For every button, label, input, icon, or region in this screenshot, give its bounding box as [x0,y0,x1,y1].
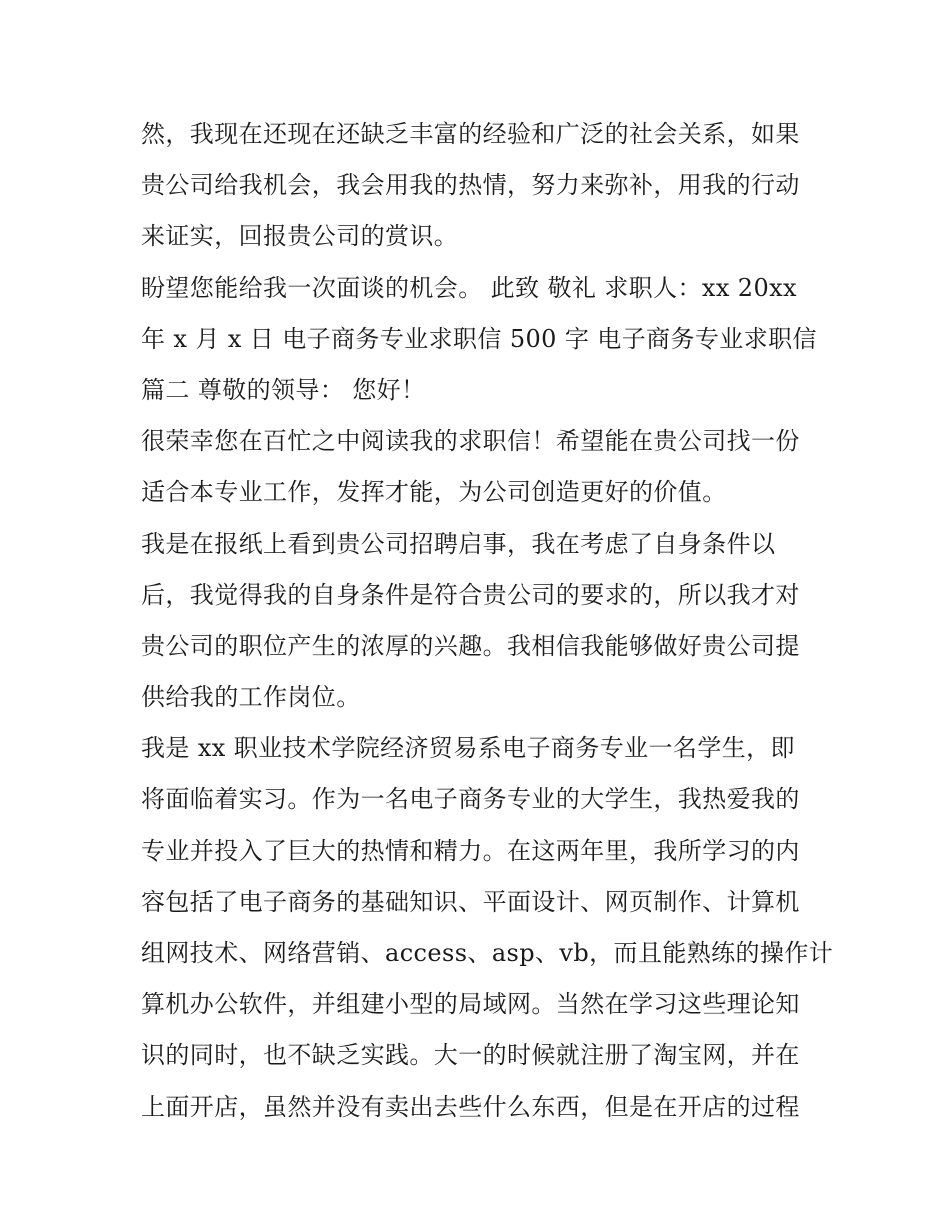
text-line-15: 专业并投入了巨大的热情和精力。在这两年里，我所学习的内 [141,836,800,865]
text-line-8: 适合本专业工作，发挥才能，为公司创造更好的价值。 [141,478,727,507]
text-line-12: 供给我的工作岗位。 [141,683,361,712]
text-line-18: 算机办公软件，并组建小型的局域网。当然在学习这些理论知 [141,990,800,1019]
text-line-19: 识的同时，也不缺乏实践。大一的时候就注册了淘宝网，并在 [141,1041,800,1070]
text-line-9: 我是在报纸上看到贵公司招聘启事，我在考虑了自身条件以 [141,529,776,558]
text-line-14: 将面临着实习。作为一名电子商务专业的大学生，我热爱我的 [141,785,800,814]
body-text [141,109,834,1133]
text-line-2: 贵公司给我机会，我会用我的热情，努力来弥补，用我的行动 [141,171,800,200]
text-line-17: 组网技术、网络营销、access、asp、vb，而且能熟练的操作计 [141,939,834,967]
text-line-5: 年 x 月 x 日 电子商务专业求职信 500 字 电子商务专业求职信 [141,324,817,353]
text-line-6: 篇二 尊敬的领导： 您好！ [141,375,426,404]
text-line-20: 上面开店，虽然并没有卖出去些什么东西，但是在开店的过程 [141,1092,800,1121]
text-line-11: 贵公司的职位产生的浓厚的兴趣。我相信我能够做好贵公司提 [141,631,800,660]
text-line-13: 我是 xx 职业技术学院经济贸易系电子商务专业一名学生，即 [141,734,795,763]
text-line-7: 很荣幸您在百忙之中阅读我的求职信！希望能在贵公司找一份 [141,427,800,456]
text-line-3: 来证实，回报贵公司的赏识。 [141,222,459,251]
text-line-16: 容包括了电子商务的基础知识、平面设计、网页制作、计算机 [141,887,800,916]
text-line-1: 然，我现在还现在还缺乏丰富的经验和广泛的社会关系，如果 [141,120,800,148]
text-line-10: 后，我觉得我的自身条件是符合贵公司的要求的，所以我才对 [141,580,800,609]
text-line-4: 盼望您能给我一次面谈的机会。 此致 敬礼 求职人：xx 20xx [141,273,797,302]
